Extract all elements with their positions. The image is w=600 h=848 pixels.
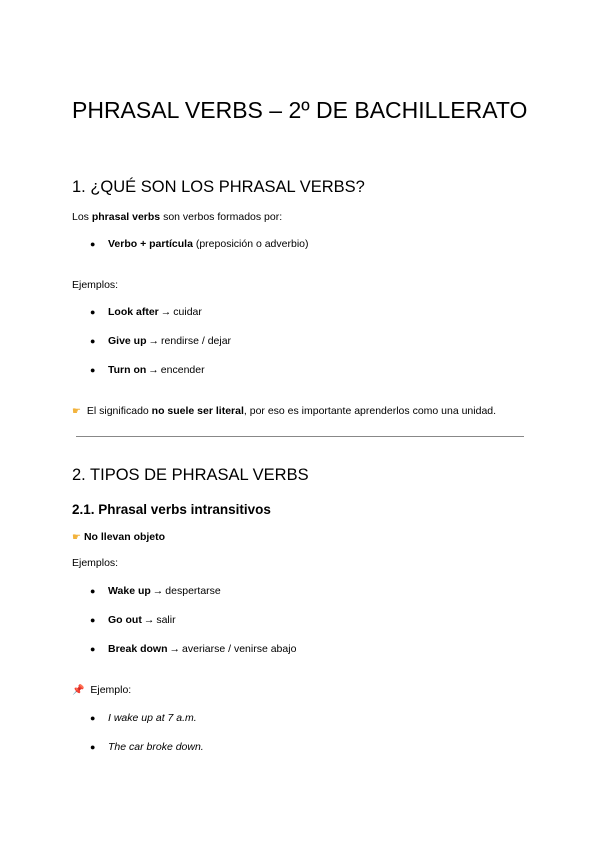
- list-item: [90, 334, 231, 348]
- list-item: [90, 363, 205, 377]
- list-item: [90, 740, 204, 754]
- pointing-hand-icon: ☛: [72, 406, 81, 417]
- pushpin-icon: 📌: [72, 685, 85, 696]
- list-item: [90, 642, 296, 656]
- arrow-icon: →: [143, 614, 155, 626]
- bullet-icon: ●: [90, 713, 96, 723]
- example-meaning: encender: [160, 364, 205, 376]
- list-item: [90, 613, 176, 627]
- horizontal-divider: [76, 436, 524, 437]
- bullet-icon: ●: [90, 365, 96, 375]
- example-sentence: The car broke down.: [108, 741, 204, 753]
- example-verb: Give up: [108, 335, 147, 347]
- note-paragraph: [72, 405, 496, 417]
- document-title: PHRASAL VERBS – 2º DE BACHILLERATO: [72, 97, 528, 123]
- bullet-icon: ●: [90, 336, 96, 346]
- rule-paragraph: [72, 531, 165, 543]
- intro-bold-term: phrasal verbs: [91, 211, 161, 223]
- example-label-paragraph: [72, 684, 131, 696]
- note-text-end: , por eso es importante aprenderlos como una unidad.: [243, 405, 497, 417]
- intro-paragraph: [72, 211, 282, 223]
- example-meaning: averiarse / venirse abajo: [182, 643, 297, 655]
- formula-bold: Verbo + partícula: [108, 238, 193, 250]
- examples-label: Ejemplos:: [72, 279, 119, 291]
- example-verb: Turn on: [108, 364, 147, 376]
- example-meaning: despertarse: [165, 585, 221, 597]
- example-verb: Go out: [108, 614, 142, 626]
- example-verb: Wake up: [108, 585, 151, 597]
- arrow-icon: →: [148, 335, 160, 347]
- formula-rest: (preposición o adverbio): [192, 238, 309, 250]
- arrow-icon: →: [152, 585, 164, 597]
- list-item: [90, 305, 202, 319]
- note-text: El significado: [83, 405, 152, 417]
- example-meaning: cuidar: [173, 306, 202, 318]
- section-1-heading: 1. ¿QUÉ SON LOS PHRASAL VERBS?: [72, 178, 365, 196]
- rule-bold: No llevan objeto: [83, 531, 166, 543]
- arrow-icon: →: [148, 364, 159, 376]
- examples-label-2: Ejemplos:: [72, 557, 119, 569]
- list-item: [90, 711, 197, 725]
- bullet-icon: ●: [90, 307, 96, 317]
- note-bold: no suele ser literal: [151, 405, 244, 417]
- intro-text-end: son verbos formados por:: [160, 211, 283, 223]
- arrow-icon: →: [169, 643, 181, 655]
- bullet-icon: ●: [90, 586, 96, 596]
- example-meaning: rendirse / dejar: [161, 335, 232, 347]
- bullet-icon: ●: [90, 742, 96, 752]
- example-verb: Look after: [108, 306, 159, 318]
- intro-text: Los: [72, 211, 92, 223]
- bullet-icon: ●: [90, 644, 96, 654]
- example-meaning: salir: [156, 614, 176, 626]
- example-verb: Break down: [108, 643, 168, 655]
- example-sentence: I wake up at 7 a.m.: [108, 712, 197, 724]
- bullet-icon: ●: [90, 615, 96, 625]
- arrow-icon: →: [160, 306, 172, 318]
- list-item: [90, 584, 221, 598]
- bullet-icon: ●: [90, 239, 96, 249]
- section-2-heading: 2. TIPOS DE PHRASAL VERBS: [72, 466, 309, 484]
- list-item: [90, 237, 308, 251]
- example-label: Ejemplo:: [87, 684, 132, 696]
- pointing-hand-icon: ☛: [72, 532, 81, 543]
- subsection-2-1-heading: 2.1. Phrasal verbs intransitivos: [72, 502, 271, 517]
